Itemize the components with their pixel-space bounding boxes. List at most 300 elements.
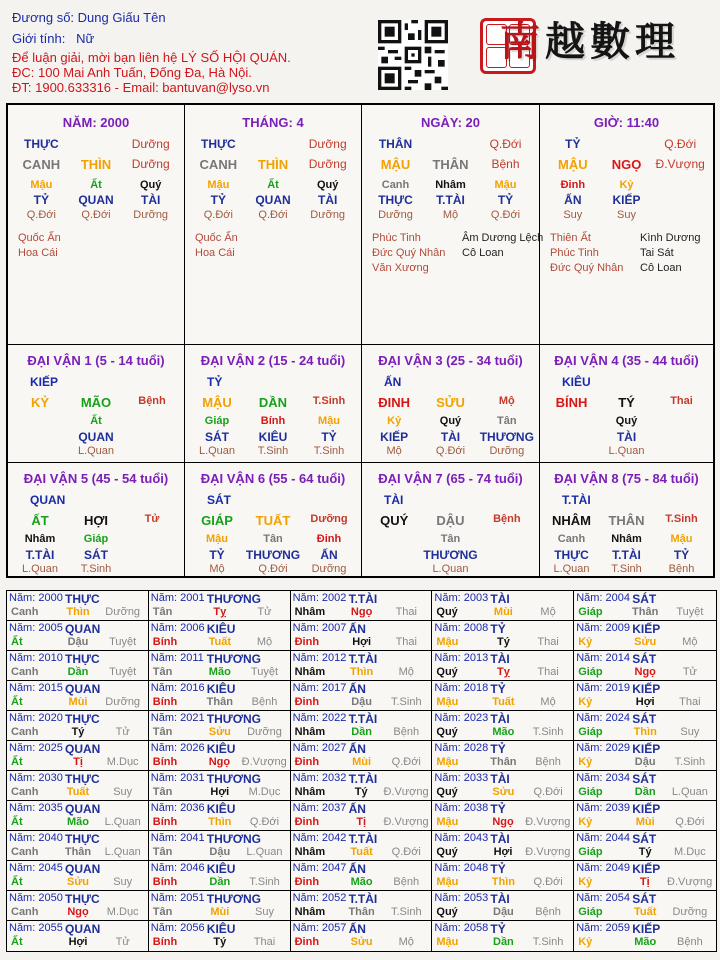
year-label: Năm: 2033 — [434, 772, 489, 784]
dai-van-hidden-stars — [544, 430, 709, 444]
year-can: Đinh — [294, 876, 320, 888]
year-label: Năm: 2036 — [150, 802, 205, 814]
hidden-state: L.Quan — [21, 563, 59, 575]
year-cell — [149, 801, 291, 831]
year-canchi — [151, 816, 287, 828]
pillar-cell — [540, 105, 713, 345]
year-star: T.TÀI — [348, 652, 378, 666]
year-chi: Tý — [354, 786, 368, 798]
pillar-state-row — [546, 209, 707, 221]
year-star: ẤN — [348, 922, 366, 936]
year-cell — [574, 711, 716, 741]
year-cell — [149, 771, 291, 801]
year-state: Mộ — [540, 696, 556, 708]
year-canchi — [9, 786, 145, 798]
dai-van-star: ẤN — [384, 375, 402, 389]
hidden-state — [366, 563, 422, 575]
year-label: Năm: 2055 — [9, 922, 63, 934]
year-canchi — [576, 606, 712, 618]
pillar-title: THÁNG: 4 — [242, 115, 304, 130]
hidden-stem: Nhâm — [611, 533, 642, 545]
year-cell — [432, 771, 574, 801]
year-chi: Dậu — [493, 906, 514, 918]
year-can: Nhâm — [294, 606, 326, 618]
hidden-star — [124, 430, 180, 444]
year-chi: Thân — [64, 846, 92, 858]
dai-van-can: ẤT — [31, 513, 49, 528]
shensha-right: Cô Loan — [462, 247, 504, 259]
year-star: T.TÀI — [348, 892, 378, 906]
pillar-chi: THÌN — [80, 157, 112, 172]
year-can: Canh — [11, 786, 39, 798]
hidden-stem: Nhâm — [435, 179, 466, 191]
year-state: M.Dục — [248, 786, 281, 798]
year-cell — [149, 591, 291, 621]
year-chi: Tuất — [66, 786, 90, 798]
year-cell — [432, 621, 574, 651]
year-star: KIÊU — [206, 622, 236, 636]
name-value: Dung Giấu Tên — [77, 10, 166, 25]
year-can: Canh — [11, 846, 39, 858]
year-can: Bính — [152, 696, 178, 708]
year-star: QUAN — [65, 682, 101, 696]
year-cell — [291, 891, 433, 921]
shensha-left: Hoa Cái — [18, 247, 58, 259]
hidden-stem: Ất — [90, 179, 102, 191]
pillar-can: CANH — [22, 157, 61, 172]
dai-van-state: T.Sinh — [665, 513, 698, 525]
year-cell — [291, 861, 433, 891]
pillar-star-row — [368, 137, 533, 151]
year-state: Dưỡng — [672, 906, 708, 918]
year-star: SÁT — [632, 832, 657, 846]
dai-van-hidden-stars — [12, 548, 180, 562]
year-star: KIÊU — [206, 802, 236, 816]
year-star: QUAN — [65, 622, 101, 636]
pillar-canchi-row — [191, 157, 355, 172]
year-cell — [432, 831, 574, 861]
hidden-state: Q.Đới — [258, 209, 288, 221]
year-can: Đinh — [294, 696, 320, 708]
year-chi: Hợi — [635, 696, 655, 708]
pillar-spacer — [600, 137, 654, 151]
dai-van-states — [189, 445, 357, 457]
pillar-star: TỶ — [565, 137, 581, 151]
year-chi: Hợi — [68, 936, 88, 948]
year-state: Mộ — [398, 936, 414, 948]
year-state: M.Dục — [106, 906, 139, 918]
year-chi: Thân — [632, 606, 659, 618]
year-star: THỰC — [65, 892, 100, 906]
year-canchi — [293, 876, 429, 888]
hidden-state: Mộ — [442, 209, 459, 221]
year-star: QUAN — [65, 742, 101, 756]
year-canchi — [434, 666, 570, 678]
year-state: T.Sinh — [674, 756, 706, 768]
pillar-hidden-row — [368, 179, 533, 191]
dai-van-canchi — [189, 395, 357, 410]
hidden-stem: Đinh — [316, 533, 342, 545]
year-chi: Thìn — [66, 606, 90, 618]
year-label: Năm: 2009 — [576, 622, 630, 634]
year-canchi — [151, 666, 287, 678]
year-state: Thai — [537, 636, 559, 648]
shensha-right: Tai Sát — [640, 247, 674, 259]
pillar-spacer — [69, 137, 124, 151]
year-chi: Mùi — [493, 606, 513, 618]
hidden-stem: Ất — [90, 415, 102, 427]
year-chi: Tị — [639, 876, 650, 888]
year-label: Năm: 2016 — [150, 682, 205, 694]
year-chi: Thìn — [491, 876, 515, 888]
dai-van-can: MẬU — [202, 395, 232, 410]
year-state: Suy — [113, 786, 133, 798]
dai-van-state: Mộ — [498, 395, 515, 407]
hidden-stem — [653, 179, 707, 191]
year-can: Đinh — [294, 636, 320, 648]
year-can: Mậu — [436, 816, 459, 828]
year-chi: Mão — [634, 936, 657, 948]
year-canchi — [151, 906, 287, 918]
pillar-cell — [185, 105, 362, 345]
year-chi: Tý — [496, 636, 510, 648]
year-cell — [291, 681, 433, 711]
hidden-stem — [124, 415, 180, 427]
hidden-state: Q.Đới — [81, 209, 111, 221]
year-chi: Tuất — [350, 846, 373, 858]
pillar-hidden-row — [191, 179, 355, 191]
year-canchi — [434, 906, 570, 918]
year-star: T.TÀI — [348, 592, 378, 606]
year-canchi — [576, 756, 712, 768]
year-can: Đinh — [294, 756, 320, 768]
year-canchi — [151, 846, 287, 858]
year-cell — [7, 591, 149, 621]
pillar-hidden-star-row — [546, 193, 707, 207]
year-chi: Sửu — [634, 636, 657, 648]
year-can: Mậu — [436, 936, 459, 948]
year-chi: Dần — [67, 666, 89, 678]
year-label: Năm: 2057 — [292, 922, 347, 934]
year-label: Năm: 2013 — [434, 652, 489, 664]
year-state: L.Quan — [671, 786, 708, 798]
dai-van-can: BÍNH — [555, 395, 588, 410]
dai-van-hidden-stars — [366, 548, 535, 562]
shensha-left: Hoa Cái — [195, 247, 235, 259]
dai-van-cell — [8, 345, 185, 463]
pillar-star-state: Q.Đới — [489, 137, 522, 151]
header — [0, 0, 720, 102]
shensha-row — [18, 246, 108, 261]
shensha-list — [550, 231, 700, 276]
year-star: THỰC — [65, 712, 100, 726]
year-star: TỶ — [490, 682, 506, 696]
year-can: Ất — [11, 876, 23, 888]
pillar-star: THÂN — [378, 137, 413, 151]
year-star: KIÊU — [206, 682, 236, 696]
pillar-star-state: Dưỡng — [308, 137, 347, 151]
pillar-hidden-star-row — [14, 193, 178, 207]
year-can: Mậu — [436, 636, 459, 648]
pillar-state-row — [368, 209, 533, 221]
year-canchi — [576, 786, 712, 798]
year-label: Năm: 2017 — [292, 682, 347, 694]
year-star: TỶ — [490, 622, 506, 636]
hidden-star: TÀI — [141, 193, 161, 207]
hidden-stem — [124, 533, 180, 545]
year-label: Năm: 2023 — [434, 712, 489, 724]
year-can: Quý — [436, 786, 458, 798]
year-canchi — [151, 756, 287, 768]
dai-van-cell — [540, 463, 713, 576]
hidden-star: THƯƠNG — [423, 548, 478, 562]
year-star: T.TÀI — [348, 712, 378, 726]
dai-van-title: ĐẠI VẬN 4 (35 - 44 tuổi) — [554, 353, 699, 368]
dai-van-states — [544, 563, 709, 575]
dai-van-chi: MÃO — [80, 395, 112, 410]
hidden-state: Q.Đới — [490, 209, 521, 221]
hidden-state: Bệnh — [668, 563, 695, 575]
hidden-star: T.TÀI — [612, 548, 641, 562]
dai-van-states — [12, 445, 180, 457]
year-can: Bính — [152, 876, 178, 888]
year-can: Đinh — [294, 936, 320, 948]
year-canchi — [434, 756, 570, 768]
dai-van-can: QUÝ — [380, 513, 409, 528]
dai-van-states — [366, 445, 535, 457]
year-canchi — [576, 816, 712, 828]
dai-van-hidden — [366, 415, 535, 427]
year-star: QUAN — [65, 922, 101, 936]
hidden-stem: Kỷ — [619, 179, 634, 191]
year-state: Bệnh — [251, 696, 278, 708]
year-state: Dưỡng — [105, 696, 141, 708]
year-cell — [7, 861, 149, 891]
hidden-star: TÀI — [616, 430, 637, 444]
dai-van-star: SÁT — [207, 493, 231, 507]
year-canchi — [9, 756, 145, 768]
dai-van-state: Tử — [144, 513, 160, 525]
year-state: T.Sinh — [390, 696, 422, 708]
shensha-list — [195, 231, 285, 261]
year-chi: Ngọ — [67, 906, 89, 918]
dai-van-canchi — [12, 513, 180, 528]
year-cell — [291, 741, 433, 771]
hidden-stem: Giáp — [83, 533, 109, 545]
year-state: Mộ — [682, 636, 698, 648]
year-canchi — [576, 846, 712, 858]
hidden-stem: Mậu — [207, 179, 230, 191]
hidden-star: QUAN — [255, 193, 291, 207]
year-star: ẤN — [348, 622, 366, 636]
year-star: THỰC — [65, 652, 100, 666]
hidden-stem: Canh — [381, 179, 410, 191]
hidden-state: T.Sinh — [80, 563, 112, 575]
dai-van-state: Thai — [670, 395, 693, 407]
shensha-left: Phúc Tinh — [550, 247, 599, 259]
pillar-canchi-row — [546, 157, 707, 172]
hidden-state: Q.Đới — [258, 563, 288, 575]
dai-van-chi: SỬU — [436, 395, 465, 410]
dai-van-hidden — [544, 415, 709, 427]
year-star: KIẾP — [632, 802, 661, 816]
year-canchi — [576, 876, 712, 888]
pillar-title: NĂM: 2000 — [62, 115, 130, 130]
hidden-star: THƯƠNG — [245, 548, 301, 562]
dai-van-states — [189, 563, 357, 575]
shensha-row — [195, 246, 285, 261]
dai-van-chi: DẬU — [436, 513, 465, 528]
year-cell — [432, 711, 574, 741]
year-cell — [7, 921, 149, 951]
year-label: Năm: 2027 — [292, 742, 347, 754]
year-canchi — [434, 726, 570, 738]
year-cell — [7, 621, 149, 651]
year-label: Năm: 2002 — [292, 592, 347, 604]
hidden-state: Q.Đới — [203, 209, 233, 221]
year-label: Năm: 2000 — [9, 592, 63, 604]
hidden-star: KIẾP — [380, 430, 409, 444]
year-can: Giáp — [578, 786, 603, 798]
year-canchi — [293, 846, 429, 858]
year-chi: Tuất — [208, 636, 231, 648]
year-canchi — [434, 786, 570, 798]
year-state: Thai — [679, 696, 701, 708]
pillar-can: CANH — [199, 157, 238, 172]
year-chi: Dần — [493, 936, 514, 948]
dai-van-can: ĐINH — [378, 395, 411, 410]
year-cell — [291, 801, 433, 831]
dai-van-star: TÀI — [384, 493, 404, 507]
year-label: Năm: 2039 — [576, 802, 630, 814]
year-can: Tân — [152, 666, 173, 678]
year-star: THƯƠNG — [206, 712, 261, 726]
dai-van-star: QUAN — [30, 493, 66, 507]
shensha-row — [372, 231, 543, 246]
year-cell — [149, 861, 291, 891]
pillar-chi: NGỌ — [611, 157, 642, 172]
year-chi: Dậu — [634, 756, 656, 768]
year-canchi — [576, 726, 712, 738]
year-state: Bệnh — [393, 876, 420, 888]
year-canchi — [9, 906, 145, 918]
year-chi: Ngọ — [208, 756, 231, 768]
year-state: Suy — [254, 906, 274, 918]
year-star: TÀI — [490, 772, 510, 786]
year-star: KIẾP — [632, 742, 661, 756]
hidden-star — [479, 548, 535, 562]
hidden-star: TỶ — [33, 193, 49, 207]
year-chi: Hợi — [210, 786, 230, 798]
year-can: Canh — [11, 666, 39, 678]
year-cell — [574, 741, 716, 771]
dai-van-state: Dưỡng — [310, 513, 348, 525]
gender-value: Nữ — [76, 31, 95, 46]
year-chi: Tỵ — [213, 606, 227, 618]
year-state: Thai — [253, 936, 276, 948]
year-chi: Tị — [356, 816, 367, 828]
year-chi: Tý — [213, 936, 227, 948]
hidden-stem: Ất — [267, 179, 279, 191]
hidden-stem: Mậu — [30, 179, 53, 191]
year-label: Năm: 2038 — [434, 802, 489, 814]
year-label: Năm: 2059 — [576, 922, 630, 934]
year-star: KIẾP — [632, 862, 661, 876]
year-cell — [7, 711, 149, 741]
hidden-star: TỶ — [673, 548, 690, 562]
year-state: Tử — [682, 666, 697, 678]
shensha-row — [550, 246, 700, 261]
year-star: THƯƠNG — [206, 652, 261, 666]
shensha-left: Phúc Tinh — [372, 232, 421, 244]
dai-van-cell — [362, 345, 540, 463]
year-star: TÀI — [490, 712, 510, 726]
year-label: Năm: 2030 — [9, 772, 63, 784]
hidden-star: TỶ — [210, 193, 226, 207]
pillar-chi-state: Dưỡng — [131, 157, 170, 171]
hidden-star — [124, 548, 180, 562]
year-canchi — [9, 816, 145, 828]
hidden-stem: Mậu — [670, 533, 693, 545]
dai-van-title: ĐẠI VẬN 1 (5 - 14 tuổi) — [27, 353, 165, 368]
year-cell — [432, 741, 574, 771]
dai-van-hidden-stars — [544, 548, 709, 562]
year-chi: Dần — [351, 726, 372, 738]
year-state: Q.Đới — [533, 786, 563, 798]
year-chi: Mão — [492, 726, 515, 738]
year-label: Năm: 2053 — [434, 892, 489, 904]
pillar-star-state: Dưỡng — [131, 137, 170, 151]
hidden-stem: Tân — [440, 533, 461, 545]
year-state: Q.Đới — [675, 816, 705, 828]
hidden-stem: Quý — [615, 415, 638, 427]
year-label: Năm: 2022 — [292, 712, 347, 724]
year-chi: Thìn — [633, 726, 657, 738]
dai-van-can: NHÂM — [552, 513, 591, 528]
hidden-stem — [12, 415, 68, 427]
year-chi: Sửu — [350, 936, 373, 948]
year-cell — [574, 681, 716, 711]
year-state: Đ.Vượng — [383, 786, 429, 798]
year-can: Giáp — [578, 726, 603, 738]
hidden-stem — [479, 533, 535, 545]
year-star: THỰC — [65, 592, 100, 606]
year-state: Dưỡng — [105, 606, 141, 618]
contact-line-1: Để luận giải, mời bạn liên hệ LÝ SỐ HỘI QUÁN. — [12, 50, 291, 65]
year-can: Kỷ — [578, 636, 593, 648]
dai-van-hidden — [189, 415, 357, 427]
dai-van-canchi — [544, 395, 709, 410]
hidden-star: THỰC — [378, 193, 413, 207]
year-cell — [574, 801, 716, 831]
hidden-state — [124, 445, 180, 457]
year-cell — [149, 831, 291, 861]
hidden-stem: Canh — [557, 533, 586, 545]
year-can: Nhâm — [294, 906, 326, 918]
year-chi: Tuất — [633, 906, 657, 918]
year-can: Nhâm — [294, 666, 326, 678]
hidden-star: TÀI — [440, 430, 461, 444]
year-star: THƯƠNG — [206, 772, 261, 786]
year-star: SÁT — [632, 652, 657, 666]
year-canchi — [576, 696, 712, 708]
hidden-star: T.TÀI — [25, 548, 55, 562]
year-cell — [149, 651, 291, 681]
dai-van-cell — [185, 463, 362, 576]
year-canchi — [434, 846, 570, 858]
hidden-stem: Giáp — [204, 415, 230, 427]
hidden-stem — [544, 415, 599, 427]
